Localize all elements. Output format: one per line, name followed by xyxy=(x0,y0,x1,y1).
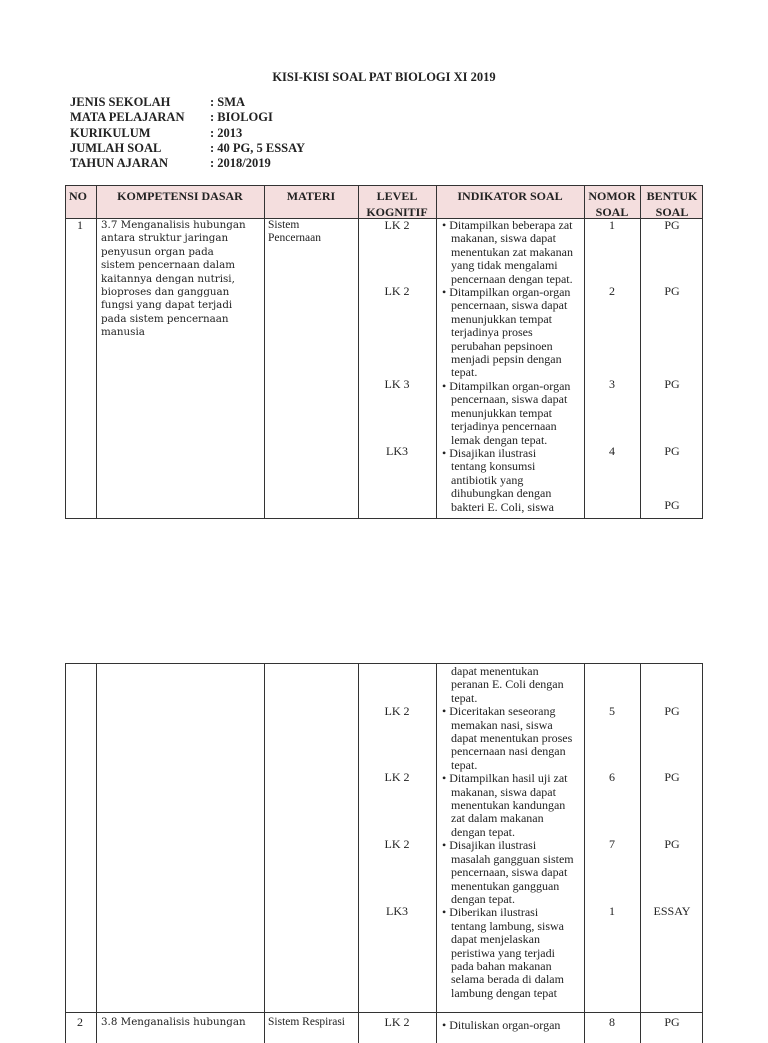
indikator-item: • Disajikan ilustrasi masalah gangguan sistem pencernaan, siswa dapat menentukan gangguan dengan tepat. xyxy=(442,838,574,906)
header-materi: MATERI xyxy=(286,189,336,203)
nomor-soal: 7 xyxy=(609,837,615,851)
row-number: 1 xyxy=(77,218,83,232)
indikator-item: dapat menentukan peranan E. Coli dengan tepat. xyxy=(451,664,564,705)
nomor-soal: 6 xyxy=(609,770,615,784)
level-kognitif: LK 2 xyxy=(384,837,410,851)
row-number: 2 xyxy=(77,1015,83,1029)
header-indikator-soal: INDIKATOR SOAL xyxy=(457,189,563,203)
document-info xyxy=(70,95,305,171)
bentuk-soal: PG xyxy=(664,498,680,512)
level-kognitif: LK 3 xyxy=(384,377,410,391)
bentuk-soal: PG xyxy=(664,444,680,458)
nomor-soal: 2 xyxy=(609,284,615,298)
info-label: MATA PELAJARAN xyxy=(70,110,185,125)
header-bentuk-soal: BENTUK SOAL xyxy=(646,189,698,219)
indikator-item: • Dituliskan organ-organ xyxy=(442,1018,561,1032)
header-kompetensi-dasar: KOMPETENSI DASAR xyxy=(117,189,243,203)
bentuk-soal: PG xyxy=(664,284,680,298)
bentuk-soal: PG xyxy=(664,704,680,718)
bentuk-soal: PG xyxy=(664,770,680,784)
indikator-item: • Disajikan ilustrasi tentang konsumsi antibiotik yang dihubungkan dengan bakteri E. Coli, siswa xyxy=(442,445,554,514)
level-kognitif: LK 2 xyxy=(384,218,410,232)
info-value: : BIOLOGI xyxy=(210,110,273,125)
kisi-kisi-table-page-1 xyxy=(65,185,703,519)
bentuk-soal: PG xyxy=(664,837,680,851)
nomor-soal: 4 xyxy=(609,444,615,458)
info-value: : SMA xyxy=(210,95,246,109)
info-label: KURIKULUM xyxy=(70,125,151,140)
document-title: KISI-KISI SOAL PAT BIOLOGI XI 2019 xyxy=(272,70,496,84)
nomor-soal: 5 xyxy=(609,704,615,718)
level-kognitif: LK 2 xyxy=(384,704,410,718)
indikator-item: • Ditampilkan hasil uji zat makanan, siswa dapat menentukan kandungan zat dalam makanan dengan tepat. xyxy=(442,771,568,839)
level-kognitif: LK3 xyxy=(386,444,408,458)
indikator-item: • Ditampilkan organ-organ pencernaan, siswa dapat menunjukkan tempat terjadinya pencernaan lemak dengan tepat. xyxy=(442,378,571,447)
info-label: JENIS SEKOLAH xyxy=(70,95,171,109)
bentuk-soal: PG xyxy=(664,218,680,232)
materi: Sistem Respirasi xyxy=(268,1016,345,1028)
header-nomor-soal: NOMOR SOAL xyxy=(588,189,636,219)
info-value: : 2018/2019 xyxy=(210,156,271,171)
bentuk-soal: PG xyxy=(664,1015,680,1029)
header-no: NO xyxy=(69,189,87,203)
info-value: : 2013 xyxy=(210,125,243,140)
kompetensi-dasar: 3.7 Menganalisis hubungan antara struktur jaringan penyusun organ pada sistem pencernaan dalam kaitannya dengan nutrisi, bioproses dan gangguan fungsi yang dapat terjadi pada sistem pencernaan manusia xyxy=(101,219,246,339)
info-value: : 40 PG, 5 ESSAY xyxy=(210,140,306,155)
kisi-kisi-table-page-2 xyxy=(65,663,703,1043)
nomor-soal: 1 xyxy=(609,218,615,232)
indikator-item: • Ditampilkan organ-organ pencernaan, siswa dapat menunjukkan tempat terjadinya proses perubahan pepsinoen menjadi pepsin dengan tepat. xyxy=(442,285,571,380)
level-kognitif: LK 2 xyxy=(384,770,410,784)
level-kognitif: LK3 xyxy=(386,904,408,918)
bentuk-soal: PG xyxy=(664,377,680,391)
indikator-list xyxy=(442,665,592,1000)
nomor-soal: 8 xyxy=(609,1015,615,1029)
header-level-kognitif: LEVEL KOGNITIF xyxy=(366,189,428,219)
kompetensi-dasar: 3.8 Menganalisis hubungan xyxy=(101,1016,246,1028)
indikator-item: • Diceritakan seseorang memakan nasi, siswa dapat menentukan proses pencernaan nasi dengan tepat. xyxy=(442,704,573,772)
nomor-soal: 1 xyxy=(609,904,615,918)
info-label: JUMLAH SOAL xyxy=(70,140,162,155)
bentuk-soal: ESSAY xyxy=(653,904,691,918)
level-kognitif: LK 2 xyxy=(384,1015,410,1029)
indikator-item: • Diberikan ilustrasi tentang lambung, siswa dapat menjelaskan peristiwa yang terjadi pada bahan makanan selama berada di dalam lambung dengan tepat xyxy=(442,905,564,1000)
materi: Sistem Pencernaan xyxy=(268,219,321,245)
level-kognitif: LK 2 xyxy=(384,284,410,298)
indikator-item: • Ditampilkan beberapa zat makanan, siswa dapat menentukan zat makanan yang tidak mengalami pencernaan dengan tepat. xyxy=(442,218,573,286)
nomor-soal: 3 xyxy=(609,377,615,391)
indikator-list xyxy=(442,219,592,514)
info-label: TAHUN AJARAN xyxy=(70,156,169,171)
